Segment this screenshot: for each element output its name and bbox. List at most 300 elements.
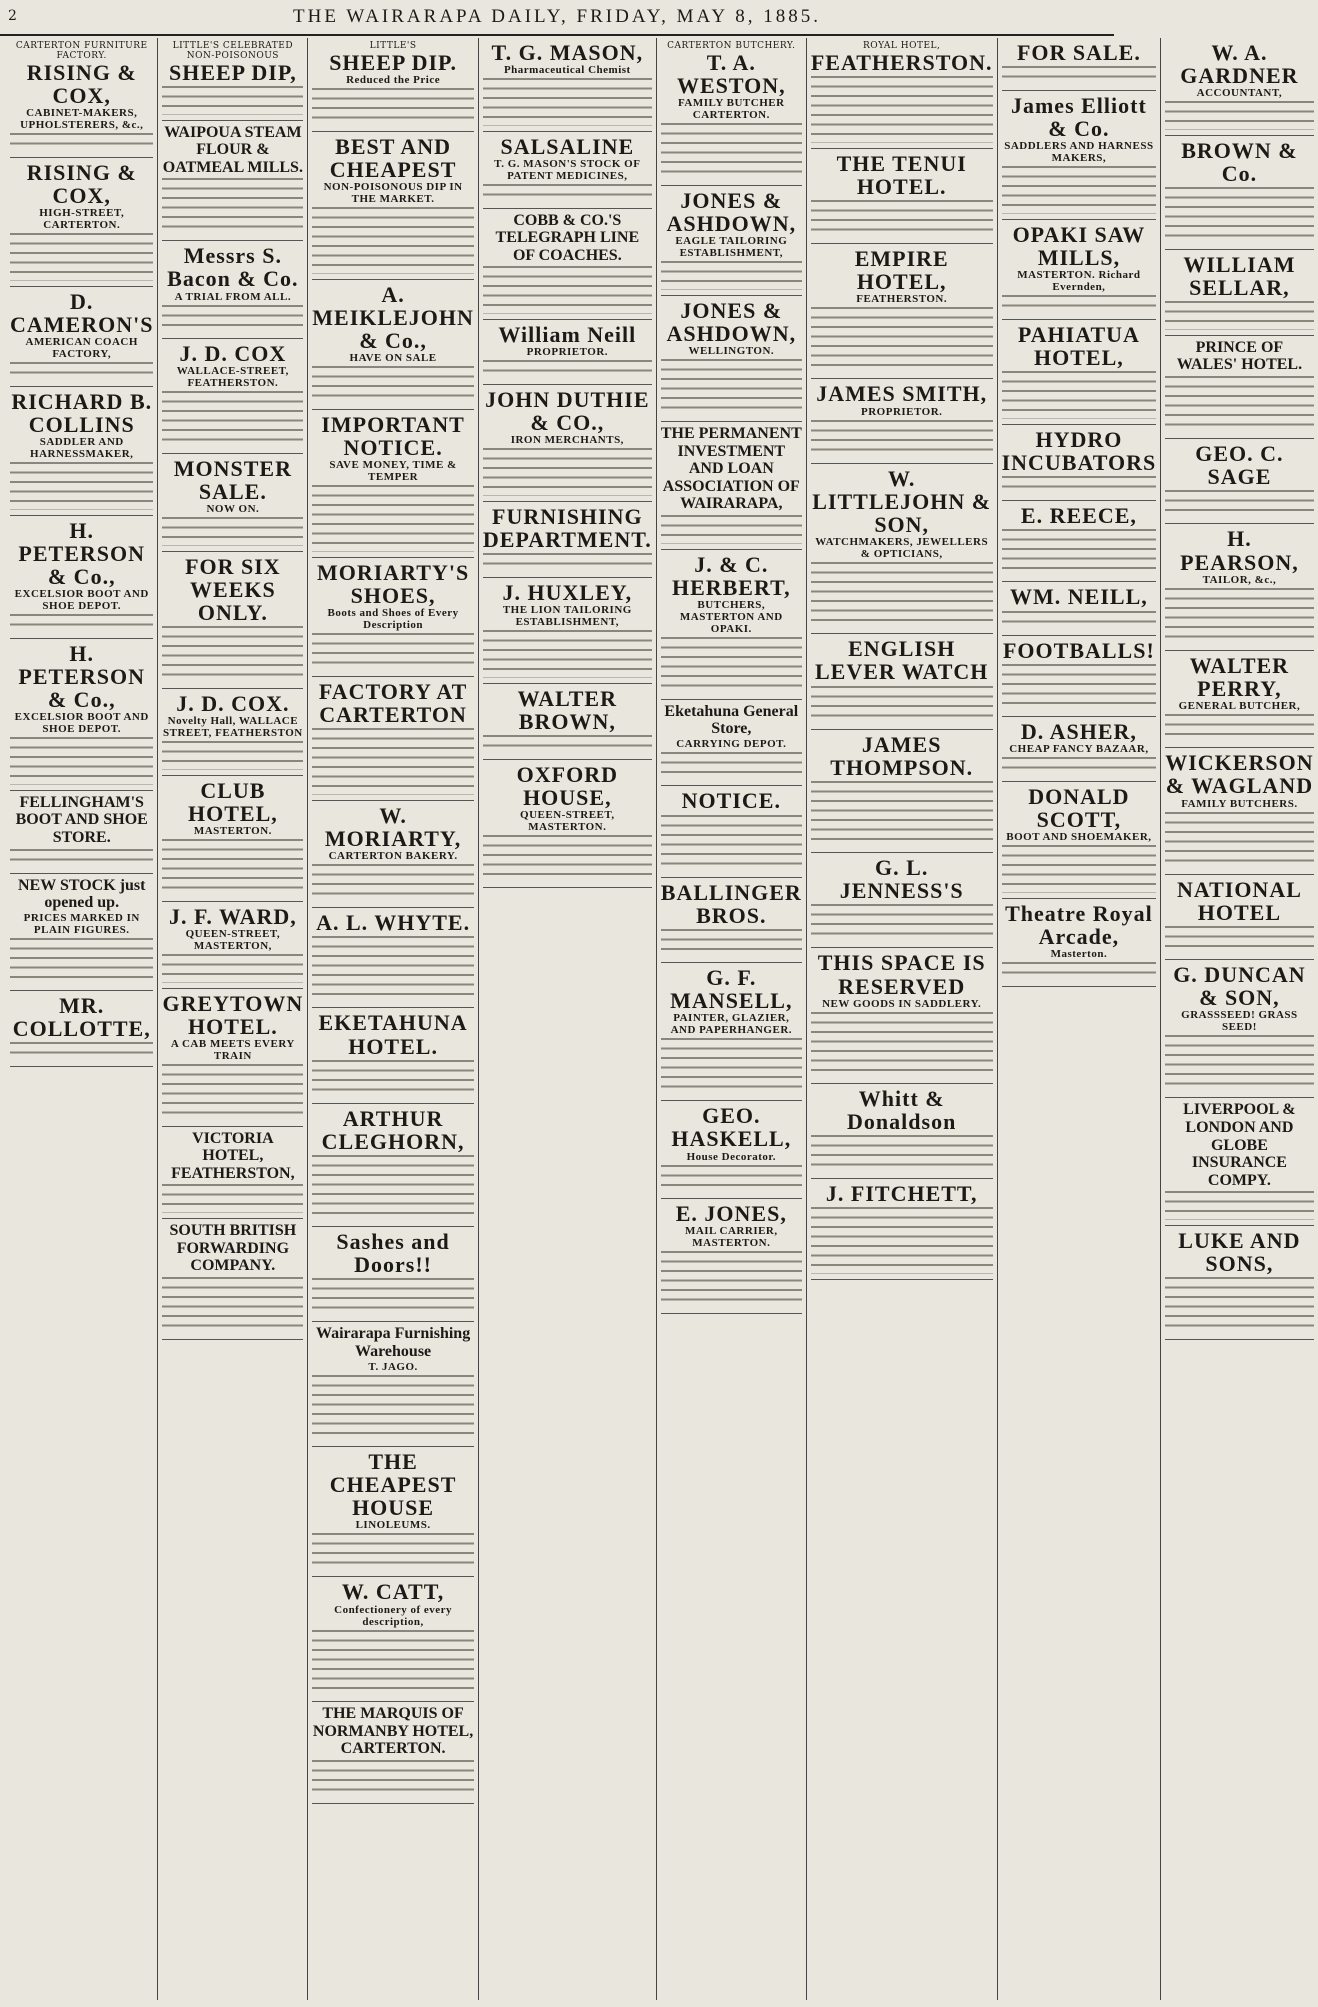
ad-fine-print [162, 86, 303, 115]
ad-fine-print [483, 266, 652, 314]
ad-title: Whitt & Donaldson [847, 1086, 957, 1135]
ad-fine-print [661, 1251, 802, 1308]
ad-fine-print [10, 1042, 153, 1061]
ad-title: H. PETERSON & Co., [18, 641, 146, 713]
advertisement [661, 296, 802, 422]
ad-title: J. FITCHETT, [825, 1181, 978, 1207]
ad-fine-print [162, 1277, 303, 1334]
advertisement [1002, 320, 1157, 425]
ad-subtitle: TAILOR, &c., [1202, 573, 1277, 586]
ad-subtitle: ACCOUNTANT, [1196, 87, 1283, 100]
advertisement [1002, 582, 1157, 635]
ad-title: FELLINGHAM'S BOOT AND SHOE STORE. [15, 793, 148, 846]
ad-fine-print [312, 366, 474, 404]
ad-fine-print [661, 1038, 802, 1095]
advertisement [811, 730, 993, 854]
column-4 [479, 38, 657, 2000]
ad-subtitle: Masterton. [1050, 948, 1108, 961]
advertisement [312, 410, 474, 558]
advertisement [811, 948, 993, 1084]
ad-title: LUKE AND SONS, [1178, 1227, 1301, 1276]
ad-title: PAHIATUA HOTEL, [1017, 321, 1140, 371]
ad-title: NATIONAL HOTEL [1176, 876, 1302, 925]
ad-title: J. F. WARD, [169, 903, 297, 929]
column-1 [6, 38, 158, 2000]
ad-fine-print [483, 78, 652, 126]
ad-title: VICTORIA HOTEL, FEATHERSTON, [171, 1129, 295, 1182]
ad-fine-print [312, 1630, 474, 1697]
ad-fine-print [1002, 757, 1157, 776]
ad-subtitle: Reduced the Price [346, 74, 441, 87]
advertisement [1002, 636, 1157, 718]
advertisement [312, 801, 474, 908]
advertisement [661, 878, 802, 964]
ad-title: H. PEARSON, [1180, 526, 1299, 575]
advertisement [312, 1447, 474, 1577]
ad-fine-print [10, 362, 153, 381]
ad-fine-print [1165, 926, 1313, 955]
ad-fine-print [1002, 371, 1157, 419]
ad-title: SOUTH BRITISH FORWARDING COMPANY. [169, 1221, 297, 1275]
advertisement [1002, 899, 1157, 987]
advertisement [162, 38, 303, 121]
ad-fine-print [1165, 490, 1313, 519]
ad-fine-print [811, 904, 993, 942]
ad-subtitle: CHEAP FANCY BAZAAR, [1009, 743, 1149, 756]
ad-title: OXFORD HOUSE, [516, 761, 618, 810]
ad-subtitle: A CAB MEETS EVERY TRAIN [170, 1037, 295, 1062]
ad-fine-print [1165, 376, 1313, 433]
advertisement [312, 908, 474, 1009]
ad-title: IMPORTANT NOTICE. [321, 412, 465, 461]
ad-subtitle: Confectionery of every description, [334, 1603, 453, 1628]
ad-fine-print [162, 839, 303, 896]
ad-fine-print [1165, 812, 1313, 869]
ad-heading: CARTERTON FURNITURE FACTORY. [15, 41, 148, 61]
ad-title: RICHARD B. COLLINS [11, 389, 153, 438]
ad-title: Theatre Royal Arcade, [1005, 900, 1153, 949]
ad-subtitle: GRASSSEED! GRASS SEED! [1181, 1009, 1298, 1034]
ad-fine-print [312, 485, 474, 552]
ad-subtitle: SADDLERS AND HARNESS MAKERS, [1004, 140, 1154, 165]
advertisement [661, 1199, 802, 1314]
ad-fine-print [10, 462, 153, 510]
ad-fine-print [811, 686, 993, 724]
ad-title: J. & C. HERBERT, [671, 551, 791, 600]
advertisement [483, 320, 652, 385]
advertisement [661, 186, 802, 296]
ad-title: JOHN DUTHIE & CO., [485, 387, 650, 436]
advertisement [312, 1702, 474, 1804]
ad-subtitle: FEATHERSTON. [856, 292, 948, 305]
ad-fine-print [312, 633, 474, 671]
ad-title: EMPIRE HOTEL, [854, 245, 949, 294]
ad-title: G. DUNCAN & SON, [1173, 962, 1306, 1011]
ad-subtitle: PROPRIETOR. [861, 405, 943, 418]
advertisement [1002, 717, 1157, 782]
ad-title: JONES & ASHDOWN, [666, 188, 797, 237]
ad-title: RISING & COX, [26, 60, 137, 109]
advertisement [1165, 136, 1313, 250]
ad-fine-print [661, 261, 802, 290]
ad-subtitle: T. G. MASON'S STOCK OF PATENT MEDICINES, [494, 157, 641, 182]
ad-subtitle: T. JAGO. [368, 1360, 418, 1373]
advertisement [1002, 38, 1157, 91]
ad-fine-print [1002, 166, 1157, 214]
ad-title: THE TENUI HOTEL. [836, 150, 967, 199]
advertisement [661, 786, 802, 877]
ad-title: THIS SPACE IS RESERVED [817, 950, 986, 999]
ad-title: W. LITTLEJOHN & SON, [812, 465, 992, 537]
advertisement [811, 853, 993, 948]
ad-title: OPAKI SAW MILLS, [1012, 221, 1146, 270]
ad-fine-print [483, 835, 652, 883]
ad-title: ARTHUR CLEGHORN, [321, 1105, 465, 1154]
ad-title: A. L. WHYTE. [316, 909, 471, 935]
ad-fine-print [811, 1012, 993, 1079]
ad-title: JAMES SMITH, [816, 381, 988, 407]
ad-fine-print [10, 133, 153, 152]
advertisement [1165, 875, 1313, 961]
ad-subtitle: NOW ON. [206, 503, 260, 516]
advertisement [811, 244, 993, 380]
ad-title: THE PERMANENT INVESTMENT AND LOAN ASSOCIATION OF WAIRARAPA, [660, 425, 802, 513]
ad-fine-print [162, 391, 303, 448]
ad-title: WILLIAM SELLAR, [1183, 251, 1296, 300]
ad-title: GREYTOWN HOTEL. [162, 990, 304, 1039]
column-3 [308, 38, 479, 2000]
ad-fine-print [661, 929, 802, 958]
ad-subtitle: FAMILY BUTCHERS. [1181, 797, 1298, 810]
ad-title: G. L. JENNESS'S [839, 855, 964, 904]
ad-fine-print [312, 88, 474, 126]
ad-subtitle: CARTERTON BAKERY. [328, 849, 458, 862]
ad-subtitle: PROPRIETOR. [526, 346, 609, 359]
ad-title: SALSALINE [500, 133, 635, 159]
ad-subtitle: AMERICAN COACH FACTORY, [25, 336, 138, 361]
advertisement [483, 38, 652, 132]
ad-fine-print [483, 184, 652, 203]
ad-fine-print [162, 626, 303, 683]
ad-fine-print [661, 359, 802, 416]
ad-subtitle: MASTERTON. [193, 824, 272, 837]
advertisement [162, 902, 303, 989]
column-5 [657, 38, 807, 2000]
advertisement [162, 339, 303, 454]
ad-title: THE CHEAPEST HOUSE [329, 1449, 457, 1521]
ad-title: A. MEIKLEJOHN & Co., [312, 281, 474, 353]
advertisement [10, 38, 153, 158]
ad-title: HYDRO INCUBATORS [1001, 426, 1157, 475]
advertisement [10, 791, 153, 874]
ad-title: Sashes and Doors!! [336, 1229, 450, 1278]
ad-subtitle: EXCELSIOR BOOT AND SHOE DEPOT. [14, 711, 149, 736]
ad-fine-print [162, 741, 303, 770]
advertisement [312, 1008, 474, 1103]
ad-subtitle: MASTERTON. Richard Evernden, [1017, 268, 1141, 293]
ad-title: D. CAMERON'S [10, 288, 154, 337]
advertisement [811, 464, 993, 635]
ad-title: W. CATT, [341, 1579, 445, 1605]
ad-subtitle: SAVE MONEY, TIME & TEMPER [329, 459, 457, 484]
advertisement [10, 158, 153, 287]
ad-title: T. A. WESTON, [676, 50, 786, 99]
ad-fine-print [312, 1155, 474, 1222]
ad-title: CLUB HOTEL, [188, 777, 278, 826]
advertisement [811, 38, 993, 149]
ad-title: FACTORY AT CARTERTON [318, 678, 468, 728]
advertisement [1165, 960, 1313, 1098]
ad-title: DONALD SCOTT, [1028, 784, 1130, 833]
advertisement [483, 502, 652, 578]
ad-fine-print [312, 1760, 474, 1798]
ad-title: E. JONES, [675, 1201, 787, 1227]
ad-fine-print [1165, 1035, 1313, 1092]
ad-title: Eketahuna General Store, [664, 702, 799, 738]
ad-fine-print [661, 123, 802, 180]
advertisement [312, 677, 474, 801]
column-8 [1161, 38, 1317, 2000]
ad-title: GEO. HASKELL, [671, 1103, 792, 1152]
ad-fine-print [483, 630, 652, 678]
ad-title: WICKERSON & WAGLAND [1165, 750, 1314, 799]
ad-subtitle: CABINET-MAKERS, UPHOLSTERERS, &c., [20, 107, 144, 132]
ad-subtitle: HIGH-STREET, CARTERTON. [39, 207, 125, 232]
ad-title: W. A. GARDNER [1180, 40, 1299, 89]
ad-heading: CARTERTON BUTCHERY. [667, 41, 796, 51]
advertisement [661, 38, 802, 186]
advertisement [811, 1084, 993, 1179]
ad-subtitle: EXCELSIOR BOOT AND SHOE DEPOT. [14, 588, 149, 613]
advertisement [661, 700, 802, 787]
ad-title: D. ASHER, [1020, 719, 1137, 745]
ad-fine-print [1165, 1277, 1313, 1334]
ad-title: W. MORIARTY, [324, 802, 462, 851]
ad-title: FOR SALE. [1016, 40, 1141, 65]
ad-title: T. G. MASON, [491, 40, 644, 65]
advertisement [312, 280, 474, 410]
column-2 [158, 38, 308, 2000]
ad-fine-print [162, 178, 303, 235]
advertisement [1165, 1226, 1313, 1340]
ad-title: H. PETERSON & Co., [18, 517, 146, 589]
ad-fine-print [811, 1207, 993, 1274]
ad-subtitle: NON-POISONOUS DIP IN THE MARKET. [323, 181, 463, 206]
ad-subtitle: WELLINGTON. [688, 345, 775, 358]
ad-subtitle: BUTCHERS, MASTERTON AND OPAKI. [679, 598, 783, 635]
advertisement [162, 241, 303, 339]
ad-title: BROWN & Co. [1181, 137, 1298, 186]
advertisement [811, 634, 993, 729]
ad-fine-print [10, 849, 153, 868]
ad-fine-print [312, 864, 474, 902]
ad-fine-print [10, 614, 153, 633]
advertisement [312, 558, 474, 677]
ad-fine-print [811, 200, 993, 238]
ad-title: William Neill [498, 321, 637, 347]
ad-fine-print [1165, 301, 1313, 330]
ad-subtitle: Boots and Shoes of Every Description [327, 606, 459, 631]
ad-title: RISING & COX, [26, 160, 137, 209]
ad-fine-print [1165, 187, 1313, 244]
ad-fine-print [312, 207, 474, 274]
ad-fine-print [162, 305, 303, 334]
advertisement [483, 578, 652, 684]
ad-subtitle: HAVE ON SALE [349, 352, 437, 365]
ad-fine-print [312, 936, 474, 1003]
ad-fine-print [811, 420, 993, 458]
ad-fine-print [661, 815, 802, 872]
ad-heading: LITTLE'S [369, 41, 417, 51]
ad-title: EKETAHUNA HOTEL. [318, 1010, 468, 1059]
ad-title: NEW STOCK just opened up. [18, 876, 146, 912]
advertisement [1165, 651, 1313, 749]
ad-subtitle: THE LION TAILORING ESTABLISHMENT, [502, 604, 632, 629]
ad-fine-print [811, 781, 993, 848]
ad-title: Wairarapa Furnishing Warehouse [315, 1325, 471, 1361]
ad-fine-print [811, 1135, 993, 1173]
ad-heading: ROYAL HOTEL, [863, 41, 941, 51]
advertisement [312, 1322, 474, 1447]
ad-title: NOTICE. [681, 788, 781, 814]
ad-fine-print [162, 1184, 303, 1213]
ad-fine-print [162, 1064, 303, 1121]
ad-subtitle: Novelty Hall, WALLACE STREET, FEATHERSTON [163, 715, 303, 740]
ad-title: THE MARQUIS OF NORMANBY HOTEL, CARTERTON. [312, 1705, 474, 1758]
advertisement [661, 422, 802, 549]
ad-title: WALTER BROWN, [517, 685, 617, 734]
ad-title: FEATHERSTON. [810, 50, 993, 75]
ad-title: GEO. C. SAGE [1195, 440, 1284, 489]
ad-title: FOR SIX WEEKS ONLY. [185, 553, 281, 626]
ad-fine-print [811, 76, 993, 143]
ad-subtitle: QUEEN-STREET, MASTERTON, [185, 928, 281, 952]
ad-fine-print [1002, 664, 1157, 712]
ad-title: FOOTBALLS! [1002, 637, 1155, 663]
ad-fine-print [661, 637, 802, 694]
ad-fine-print [661, 515, 802, 544]
ad-subtitle: IRON MERCHANTS, [510, 434, 624, 447]
ad-title: G. F. MANSELL, [670, 965, 793, 1014]
ad-title: JAMES THOMPSON. [830, 731, 974, 780]
ad-subtitle: WATCHMAKERS, JEWELLERS & OPTICIANS, [815, 535, 989, 560]
ad-subtitle: MAIL CARRIER, MASTERTON. [684, 1225, 778, 1250]
ad-title: COBB & CO.'S TELEGRAPH LINE OF COACHES. [495, 211, 640, 264]
ad-title: PRINCE OF WALES' HOTEL. [1176, 338, 1303, 374]
ad-subtitle: GENERAL BUTCHER, [1178, 699, 1301, 712]
ad-fine-print [162, 954, 303, 983]
ad-subtitle: NEW GOODS IN SADDLERY. [822, 997, 982, 1010]
ad-title: WM. NEILL, [1010, 584, 1148, 610]
ad-fine-print [1002, 295, 1157, 314]
ad-fine-print [10, 737, 153, 785]
ad-fine-print [483, 448, 652, 496]
ad-fine-print [1002, 476, 1157, 495]
ad-fine-print [661, 752, 802, 781]
ad-fine-print [483, 735, 652, 754]
advertisement [811, 149, 993, 244]
ad-title: WALTER PERRY, [1189, 652, 1290, 701]
ad-fine-print [312, 728, 474, 795]
advertisement [1002, 220, 1157, 320]
ad-subtitle: A TRIAL FROM ALL. [174, 290, 292, 303]
ad-fine-print [483, 553, 652, 572]
ad-subtitle: House Decorator. [686, 1150, 777, 1163]
ad-title: LIVERPOOL & LONDON AND GLOBE INSURANCE COMPY. [1183, 1101, 1296, 1189]
ad-fine-print [1002, 845, 1157, 893]
ad-fine-print [1165, 588, 1313, 645]
ad-fine-print [312, 1278, 474, 1316]
ad-title: WAIPOUA STEAM FLOUR & OATMEAL MILLS. [162, 123, 303, 176]
ad-fine-print [312, 1060, 474, 1098]
ad-subtitle: Pharmaceutical Chemist [503, 64, 631, 77]
ad-fine-print [1002, 66, 1157, 85]
ad-fine-print [1002, 962, 1157, 981]
advertisement [811, 1179, 993, 1280]
ad-title: BALLINGER BROS. [660, 879, 802, 928]
ad-subtitle: LINOLEUMS. [355, 1519, 431, 1532]
ad-fine-print [1002, 611, 1157, 630]
advertisement [483, 385, 652, 502]
ad-subtitle: SADDLER AND HARNESSMAKER, [30, 436, 134, 461]
ad-fine-print [10, 938, 153, 986]
ad-title: FURNISHING DEPARTMENT. [482, 503, 652, 552]
ad-title: E. REECE, [1020, 502, 1137, 528]
advertisement [10, 387, 153, 516]
ad-title: MR. COLLOTTE, [12, 993, 151, 1042]
ad-title: BEST AND CHEAPEST [329, 134, 457, 183]
ad-subtitle: CARRYING DEPOT. [676, 737, 787, 750]
ad-fine-print [1002, 529, 1157, 577]
advertisement [811, 379, 993, 463]
ad-title: James Elliott & Co. [1010, 93, 1147, 142]
ad-fine-print [483, 360, 652, 379]
ad-subtitle: PAINTER, GLAZIER, AND PAPERHANGER. [670, 1012, 793, 1037]
ad-title: J. D. COX. [176, 691, 290, 717]
ad-fine-print [312, 1375, 474, 1442]
page-number: 2 [8, 8, 17, 24]
ad-title: ENGLISH LEVER WATCH [815, 636, 989, 685]
advertisement [162, 454, 303, 552]
advertisement [162, 121, 303, 242]
columns [6, 38, 1314, 2000]
advertisement [162, 689, 303, 776]
ad-fine-print [1165, 714, 1313, 743]
advertisement [483, 132, 652, 209]
ad-fine-print [811, 562, 993, 629]
advertisement [312, 132, 474, 280]
ad-title: J. D. COX [179, 341, 287, 367]
ad-subtitle: FAMILY BUTCHER CARTERTON. [678, 97, 785, 122]
ad-heading: LITTLE'S CELEBRATED NON-POISONOUS [172, 41, 294, 61]
ad-title: SHEEP DIP, [168, 60, 297, 85]
ad-subtitle: EAGLE TAILORING ESTABLISHMENT, [675, 235, 788, 260]
ad-fine-print [661, 1165, 802, 1194]
ad-subtitle: QUEEN-STREET, MASTERTON. [520, 808, 615, 833]
column-6 [807, 38, 998, 2000]
ad-title: JONES & ASHDOWN, [666, 297, 797, 346]
advertisement [1165, 748, 1313, 874]
ad-title: Messrs S. Bacon & Co. [167, 243, 299, 292]
advertisement [1165, 250, 1313, 336]
ad-fine-print [10, 233, 153, 281]
advertisement [1002, 91, 1157, 220]
advertisement [1165, 38, 1313, 136]
column-7 [998, 38, 1162, 2000]
ad-subtitle: BOOT AND SHOEMAKER, [1006, 831, 1152, 844]
masthead [0, 0, 1114, 36]
ad-fine-print [312, 1533, 474, 1571]
